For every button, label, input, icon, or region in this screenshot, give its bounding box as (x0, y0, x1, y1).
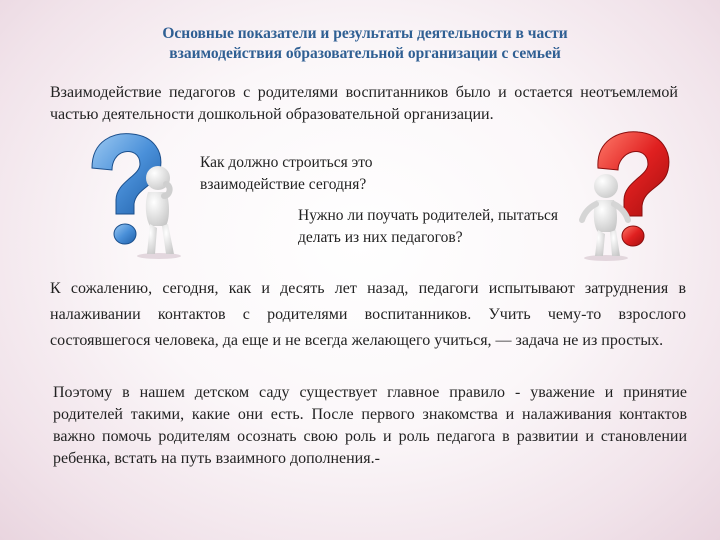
question-text-1: Как должно строиться это взаимодействие сегодня? (200, 154, 373, 193)
blue-question-mark-figure-icon (84, 130, 194, 260)
paragraph-main-rule (53, 382, 687, 470)
paragraph-2-text: Поэтому в нашем детском саду существует главное правило - уважение и принятие родителей такими, какие они есть. После первого знакомства и налаживания контактов важно помочь родителям осознать свою роль и роль педагога в развитии и становлении ребенка, встать на путь взаимного дополнения.- (53, 384, 687, 467)
title-line-1: Основные показатели и результаты деятельности в части (162, 25, 568, 42)
paragraph-difficulties (50, 276, 686, 354)
slide-title (90, 24, 640, 64)
title-line-2: взаимодействия образовательной организации с семьей (169, 45, 561, 62)
paragraph-1-text: К сожалению, сегодня, как и десять лет назад, педагоги испытывают затруднения в налаживании контактов с родителями воспитанников. Учить чему-то взрослого состоявшегося человека, да еще и не всегда желающего учиться, — задача не из простых. (50, 280, 686, 349)
intro-text: Взаимодействие педагогов с родителями воспитанников было и остается неотъемлемой частью деятельности дошкольной образовательной организации. (50, 84, 678, 123)
question-text-2: Нужно ли поучать родителей, пытаться делать из них педагогов? (298, 207, 559, 246)
